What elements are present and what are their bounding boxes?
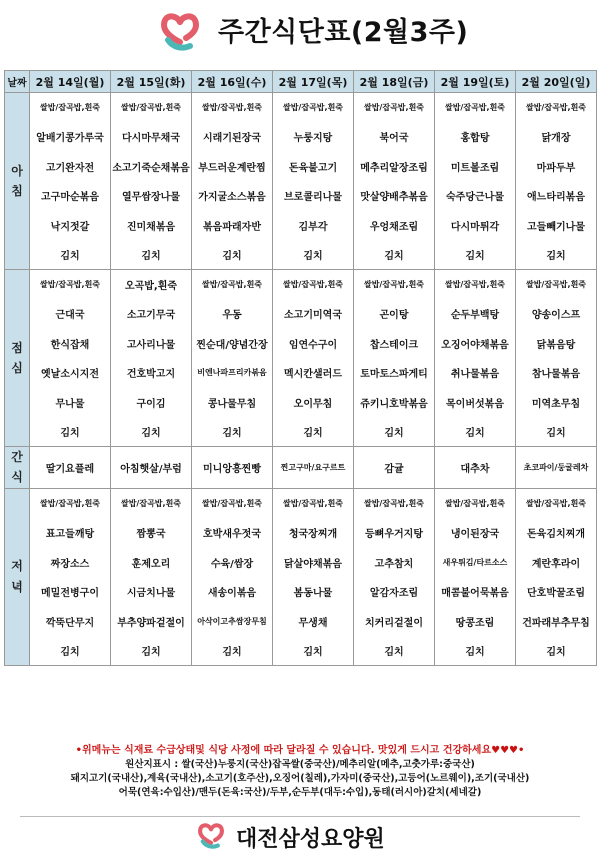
menu-item-cell: 김치 [435,417,516,447]
date-header-row [5,71,597,93]
menu-item-cell: 김치 [516,240,597,270]
menu-row [5,518,597,548]
menu-row [5,388,597,418]
menu-item-cell: 쌀밥/잡곡밥,흰죽 [111,488,192,518]
menu-item-cell: 쌀밥/잡곡밥,흰죽 [273,93,354,123]
menu-item-cell: 김치 [354,240,435,270]
menu-item-cell: 애느타리볶음 [516,181,597,211]
date-corner-label: 날짜 [5,71,30,93]
hospital-logo-icon [158,12,202,52]
menu-item-cell: 김치 [273,636,354,666]
menu-item-cell: 우엉채조림 [354,211,435,241]
menu-item-cell: 청국장찌개 [273,518,354,548]
menu-item-cell: 김치 [30,240,111,270]
menu-item-cell: 소고기무국 [111,299,192,329]
menu-item-cell: 쌀밥/잡곡밥,흰죽 [516,270,597,300]
menu-item-cell: 김치 [111,636,192,666]
menu-item-cell: 김치 [354,636,435,666]
menu-item-cell: 김치 [516,636,597,666]
menu-item-cell: 무생채 [273,606,354,636]
menu-item-cell: 땅콩조림 [435,606,516,636]
menu-item-cell: 순두부백탕 [435,299,516,329]
hospital-name: 대전삼성요양원 [236,827,385,852]
menu-item-cell: 북어국 [354,122,435,152]
menu-item-cell: 딸기요플레 [30,447,111,489]
menu-item-cell: 낙지젓갈 [30,211,111,241]
menu-row [5,270,597,300]
menu-item-cell: 김치 [192,636,273,666]
menu-item-cell: 쌀밥/잡곡밥,흰죽 [192,93,273,123]
menu-item-cell: 김부각 [273,211,354,241]
menu-item-cell: 쌀밥/잡곡밥,흰죽 [273,488,354,518]
menu-row [5,547,597,577]
day-header: 2월 18일(금) [354,71,435,93]
origin-label-line: 돼지고기(국내산),계육(국내산),소고기(호주산),오징어(칠레),가자미(중국산),고등어(노르웨이),조기(국내산) [70,773,530,784]
menu-item-cell: 등뼈우거지탕 [354,518,435,548]
menu-item-cell: 오곡밥,흰죽 [111,270,192,300]
menu-item-cell: 쌀밥/잡곡밥,흰죽 [435,270,516,300]
menu-item-cell: 쌀밥/잡곡밥,흰죽 [192,488,273,518]
menu-item-cell: 김치 [111,240,192,270]
menu-item-cell: 매콤불어묵볶음 [435,577,516,607]
menu-item-cell: 곤이탕 [354,299,435,329]
meal-section-label [5,488,30,665]
menu-item-cell: 짬뽕국 [111,518,192,548]
menu-row [5,122,597,152]
origin-label-line: 원산지표시 : 쌀(국산)누룽지(국산)잡곡쌀(중국산)/메추리알(메추,고춧가루:중국산) [125,759,475,770]
menu-item-cell: 찹스테이크 [354,329,435,359]
menu-item-cell: 브로콜리나물 [273,181,354,211]
day-header: 2월 14일(월) [30,71,111,93]
menu-item-cell: 건호박고지 [111,358,192,388]
menu-item-cell: 목이버섯볶음 [435,388,516,418]
menu-item-cell: 찐순대/양념간장 [192,329,273,359]
menu-item-cell: 다시마튀각 [435,211,516,241]
menu-item-cell: 김치 [354,417,435,447]
menu-item-cell: 표고들깨탕 [30,518,111,548]
menu-row [5,211,597,241]
notes-section [0,744,600,800]
menu-item-cell: 돈육김치찌개 [516,518,597,548]
menu-item-cell: 토마토스파게티 [354,358,435,388]
footer-divider [20,816,580,817]
menu-item-cell: 닭개장 [516,122,597,152]
menu-item-cell: 멕시칸샐러드 [273,358,354,388]
menu-item-cell: 부드러운계란찜 [192,152,273,182]
menu-item-cell: 새우튀김/타르소스 [435,547,516,577]
menu-item-cell: 고구마순볶음 [30,181,111,211]
menu-item-cell: 초코파이/둥굴레차 [516,447,597,489]
menu-item-cell: 찐고구마/요구르트 [273,447,354,489]
menu-item-cell: 홍합탕 [435,122,516,152]
day-header: 2월 17일(목) [273,71,354,93]
day-header: 2월 16일(수) [192,71,273,93]
menu-row [5,240,597,270]
menu-item-cell: 건파래부추무침 [516,606,597,636]
menu-item-cell: 김치 [273,240,354,270]
menu-item-cell: 쌀밥/잡곡밥,흰죽 [30,270,111,300]
menu-item-cell: 대추차 [435,447,516,489]
menu-item-cell: 쌀밥/잡곡밥,흰죽 [273,270,354,300]
menu-item-cell: 미트볼조림 [435,152,516,182]
menu-row [5,358,597,388]
menu-item-cell: 쌀밥/잡곡밥,흰죽 [435,93,516,123]
menu-item-cell: 오이무침 [273,388,354,418]
menu-item-cell: 쌀밥/잡곡밥,흰죽 [30,488,111,518]
menu-item-cell: 김치 [30,636,111,666]
page-header [0,0,600,68]
meal-section-char: 아 [11,163,23,178]
menu-item-cell: 짜장소스 [30,547,111,577]
meal-section-char: 녁 [11,579,23,594]
meal-section-char: 저 [11,559,23,574]
menu-item-cell: 쌀밥/잡곡밥,흰죽 [30,93,111,123]
menu-item-cell: 봄동나물 [273,577,354,607]
menu-item-cell: 김치 [516,417,597,447]
menu-row [5,447,597,489]
menu-item-cell: 쌀밥/잡곡밥,흰죽 [111,93,192,123]
meal-section-label [5,93,30,270]
menu-item-cell: 쌀밥/잡곡밥,흰죽 [192,270,273,300]
menu-item-cell: 호박새우젓국 [192,518,273,548]
menu-item-cell: 숙주당근나물 [435,181,516,211]
menu-item-cell: 닭볶음탕 [516,329,597,359]
menu-item-cell: 옛날소시지전 [30,358,111,388]
menu-item-cell: 김치 [273,417,354,447]
menu-item-cell: 김치 [30,417,111,447]
hospital-logo-icon [196,822,226,850]
menu-item-cell: 한식잡채 [30,329,111,359]
menu-item-cell: 볶음파래자반 [192,211,273,241]
menu-item-cell: 진미채볶음 [111,211,192,241]
meal-section-char: 심 [11,361,23,375]
menu-item-cell: 근대국 [30,299,111,329]
menu-item-cell: 고들빼기나물 [516,211,597,241]
day-header: 2월 20일(일) [516,71,597,93]
menu-item-cell: 임연수구이 [273,329,354,359]
meal-section-label [5,447,30,489]
day-header: 2월 15일(화) [111,71,192,93]
menu-row [5,299,597,329]
menu-item-cell: 다시마무채국 [111,122,192,152]
meal-section-label [5,270,30,447]
menu-item-cell: 고기완자전 [30,152,111,182]
menu-item-cell: 냉이된장국 [435,518,516,548]
menu-item-cell: 알배기콩가루국 [30,122,111,152]
menu-item-cell: 돈육불고기 [273,152,354,182]
menu-item-cell: 김치 [192,240,273,270]
menu-item-cell: 단호박꿀조림 [516,577,597,607]
menu-item-cell: 소고기죽순채볶음 [111,152,192,182]
menu-item-cell: 고추참치 [354,547,435,577]
menu-item-cell: 열무쌈장나물 [111,181,192,211]
menu-row [5,417,597,447]
menu-item-cell: 양송이스프 [516,299,597,329]
day-header: 2월 19일(토) [435,71,516,93]
menu-body [5,93,597,666]
menu-item-cell: 쌀밥/잡곡밥,흰죽 [354,488,435,518]
meal-section-char: 간 [11,450,23,464]
menu-item-cell: 구이김 [111,388,192,418]
menu-item-cell: 무나물 [30,388,111,418]
menu-item-cell: 훈제오리 [111,547,192,577]
origin-label-line: 어묵(연육:수입산)/맨두(돈육:국산)/두부,순두부(대두:수입),동태(러시아)갈치(세네갈) [118,787,482,798]
menu-row [5,577,597,607]
menu-item-cell: 아삭이고추쌈장무침 [192,606,273,636]
menu-row [5,329,597,359]
menu-item-cell: 취나물볶음 [435,358,516,388]
menu-item-cell: 김치 [192,417,273,447]
menu-item-cell: 시금치나물 [111,577,192,607]
menu-item-cell: 김치 [435,240,516,270]
menu-item-cell: 참나물볶음 [516,358,597,388]
menu-item-cell: 메밀전병구이 [30,577,111,607]
menu-item-cell: 아침햇살/부럼 [111,447,192,489]
menu-item-cell: 누룽지탕 [273,122,354,152]
menu-item-cell: 메추리알장조림 [354,152,435,182]
menu-item-cell: 쌀밥/잡곡밥,흰죽 [354,93,435,123]
menu-item-cell: 비엔나파프리카볶음 [192,358,273,388]
menu-item-cell: 수육/쌈장 [192,547,273,577]
menu-item-cell: 맛살양배추볶음 [354,181,435,211]
menu-item-cell: 우동 [192,299,273,329]
menu-item-cell: 감귤 [354,447,435,489]
meal-section-char: 식 [11,470,23,485]
menu-item-cell: 깍뚝단무지 [30,606,111,636]
menu-item-cell: 치커리겉절이 [354,606,435,636]
menu-item-cell: 알감자조림 [354,577,435,607]
menu-item-cell: 미니앙흥찐빵 [192,447,273,489]
menu-item-cell: 오징어야채볶음 [435,329,516,359]
menu-item-cell: 미역초무침 [516,388,597,418]
menu-item-cell: 새송이볶음 [192,577,273,607]
menu-item-cell: 쥬키니호박볶음 [354,388,435,418]
menu-item-cell: 김치 [435,636,516,666]
menu-item-cell: 쌀밥/잡곡밥,흰죽 [516,93,597,123]
weekly-menu-table [4,70,597,666]
menu-row [5,181,597,211]
menu-item-cell: 쌀밥/잡곡밥,흰죽 [516,488,597,518]
menu-row [5,93,597,123]
menu-item-cell: 고사리나물 [111,329,192,359]
menu-item-cell: 콩나물무침 [192,388,273,418]
menu-item-cell: 닭살야채볶음 [273,547,354,577]
meal-section-char: 점 [11,340,23,355]
menu-item-cell: 부추양파겉절이 [111,606,192,636]
menu-item-cell: 마파두부 [516,152,597,182]
menu-item-cell: 쌀밥/잡곡밥,흰죽 [354,270,435,300]
menu-item-cell: 쌀밥/잡곡밥,흰죽 [435,488,516,518]
menu-row [5,606,597,636]
menu-item-cell: 시래기된장국 [192,122,273,152]
menu-item-cell: 소고기미역국 [273,299,354,329]
menu-row [5,488,597,518]
menu-item-cell: 가지굴소스볶음 [192,181,273,211]
meal-section-char: 침 [11,184,23,198]
menu-item-cell: 김치 [111,417,192,447]
menu-row [5,636,597,666]
menu-change-notice: •위메뉴는 식재료 수급상태및 식당 사정에 따라 달라질 수 있습니다. 맛있게 드시고 건강하세요♥♥♥• [75,745,525,756]
page-title: 주간식단표(2월3주) [218,17,469,48]
menu-row [5,152,597,182]
menu-item-cell: 계란후라이 [516,547,597,577]
